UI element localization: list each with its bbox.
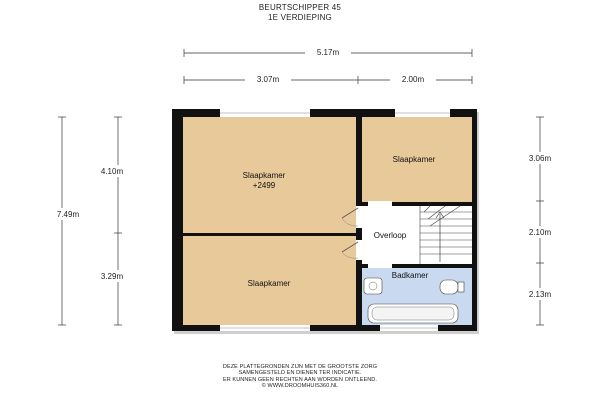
dim-right-bottom: 2.13m <box>528 290 552 299</box>
dim-left-top: 4.10m <box>100 167 124 176</box>
dim-right-middle: 2.10m <box>528 228 552 237</box>
dim-right-width: 2.00m <box>401 75 425 84</box>
disclaimer <box>0 364 600 390</box>
dim-right-top: 3.06m <box>528 154 552 163</box>
label-bathroom: Badkamer <box>391 271 429 280</box>
address-title: BEURTSCHIPPER 45 <box>258 3 342 12</box>
dim-left-width: 3.07m <box>256 75 280 84</box>
disclaimer-line: ER KUNNEN GEEN RECHTEN AAN WORDEN ONTLEEND. <box>222 376 378 383</box>
disclaimer-line: SAMENGESTELD EN DIENEN TER INDICATIE. <box>238 370 362 377</box>
disclaimer-link[interactable]: © WWW.DROOMHUIS360.NL <box>261 383 339 390</box>
dim-total-width: 5.17m <box>316 48 340 57</box>
label-bedroom-bottom: Slaapkamer <box>247 279 291 288</box>
disclaimer-line: DEZE PLATTEGRONDEN ZIJN MET DE GROOTSTE ZORG <box>222 364 378 370</box>
label-bedroom-large: Slaapkamer <box>242 171 286 180</box>
floor-title: 1E VERDIEPING <box>268 13 332 22</box>
dim-left-bottom: 3.29m <box>100 272 124 281</box>
label-landing: Overloop <box>373 231 407 240</box>
dim-total-depth: 7.49m <box>56 210 80 219</box>
label-bedroom-small: Slaapkamer <box>392 155 436 164</box>
label-bedroom-large-note: +2499 <box>252 181 276 190</box>
